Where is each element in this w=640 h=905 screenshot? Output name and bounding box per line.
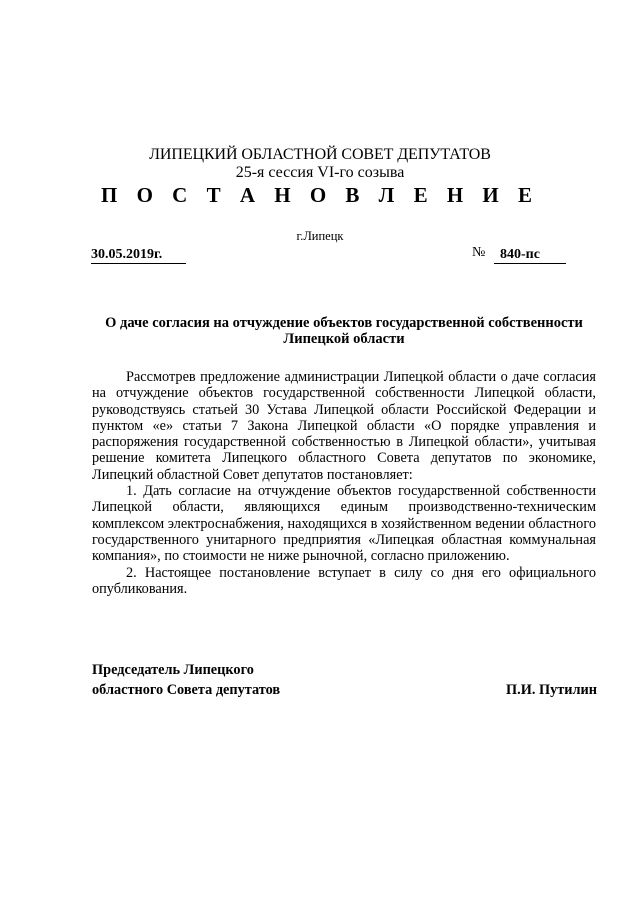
document-number: 840-пс	[494, 247, 566, 264]
signature-block	[92, 660, 597, 700]
document-body	[92, 369, 596, 597]
document-date: 30.05.2019г.	[91, 247, 186, 264]
document-type-title: П О С Т А Н О В Л Е Н И Е	[100, 183, 539, 207]
body-preamble: Рассмотрев предложение администрации Липецкой области о даче согласия на отчуждение объектов государственной собственности Липецкой области, руководствуясь статьей 30 Устава Липецкой области Российской Федерации и пунктом «е» статьи 7 Закона Липецкой области «О порядке управления и распоряжения государственной собственностью в Липецкой области», учитывая решение комитета Липецкого областного Совета депутатов по экономике, Липецкий областной Совет депутатов постановляет:	[92, 369, 596, 483]
body-item-1: 1. Дать согласие на отчуждение объектов государственной собственности Липецкой области, являющихся единым производственно-техническим комплексом электроснабжения, находящихся в хозяйственном ведении областного государственного унитарного предприятия «Липецкая областная коммунальная компания», по стоимости не ниже рыночной, согласно приложению.	[92, 483, 596, 565]
signatory-title-line-1: Председатель Липецкого	[92, 662, 254, 678]
session-line: 25-я сессия VI-го созыва	[235, 164, 405, 181]
number-sign: №	[472, 245, 486, 260]
body-item-2: 2. Настоящее постановление вступает в силу со дня его официального опубликования.	[92, 564, 596, 597]
organization-name: ЛИПЕЦКИЙ ОБЛАСТНОЙ СОВЕТ ДЕПУТАТОВ	[149, 146, 491, 163]
signatory-name: П.И. Путилин	[506, 682, 597, 698]
city-label: г.Липецк	[296, 229, 344, 243]
signatory-title-line-2: областного Совета депутатов	[92, 682, 281, 698]
document-subject: О даче согласия на отчуждение объектов государственной собственности Липецкой области	[105, 315, 583, 347]
